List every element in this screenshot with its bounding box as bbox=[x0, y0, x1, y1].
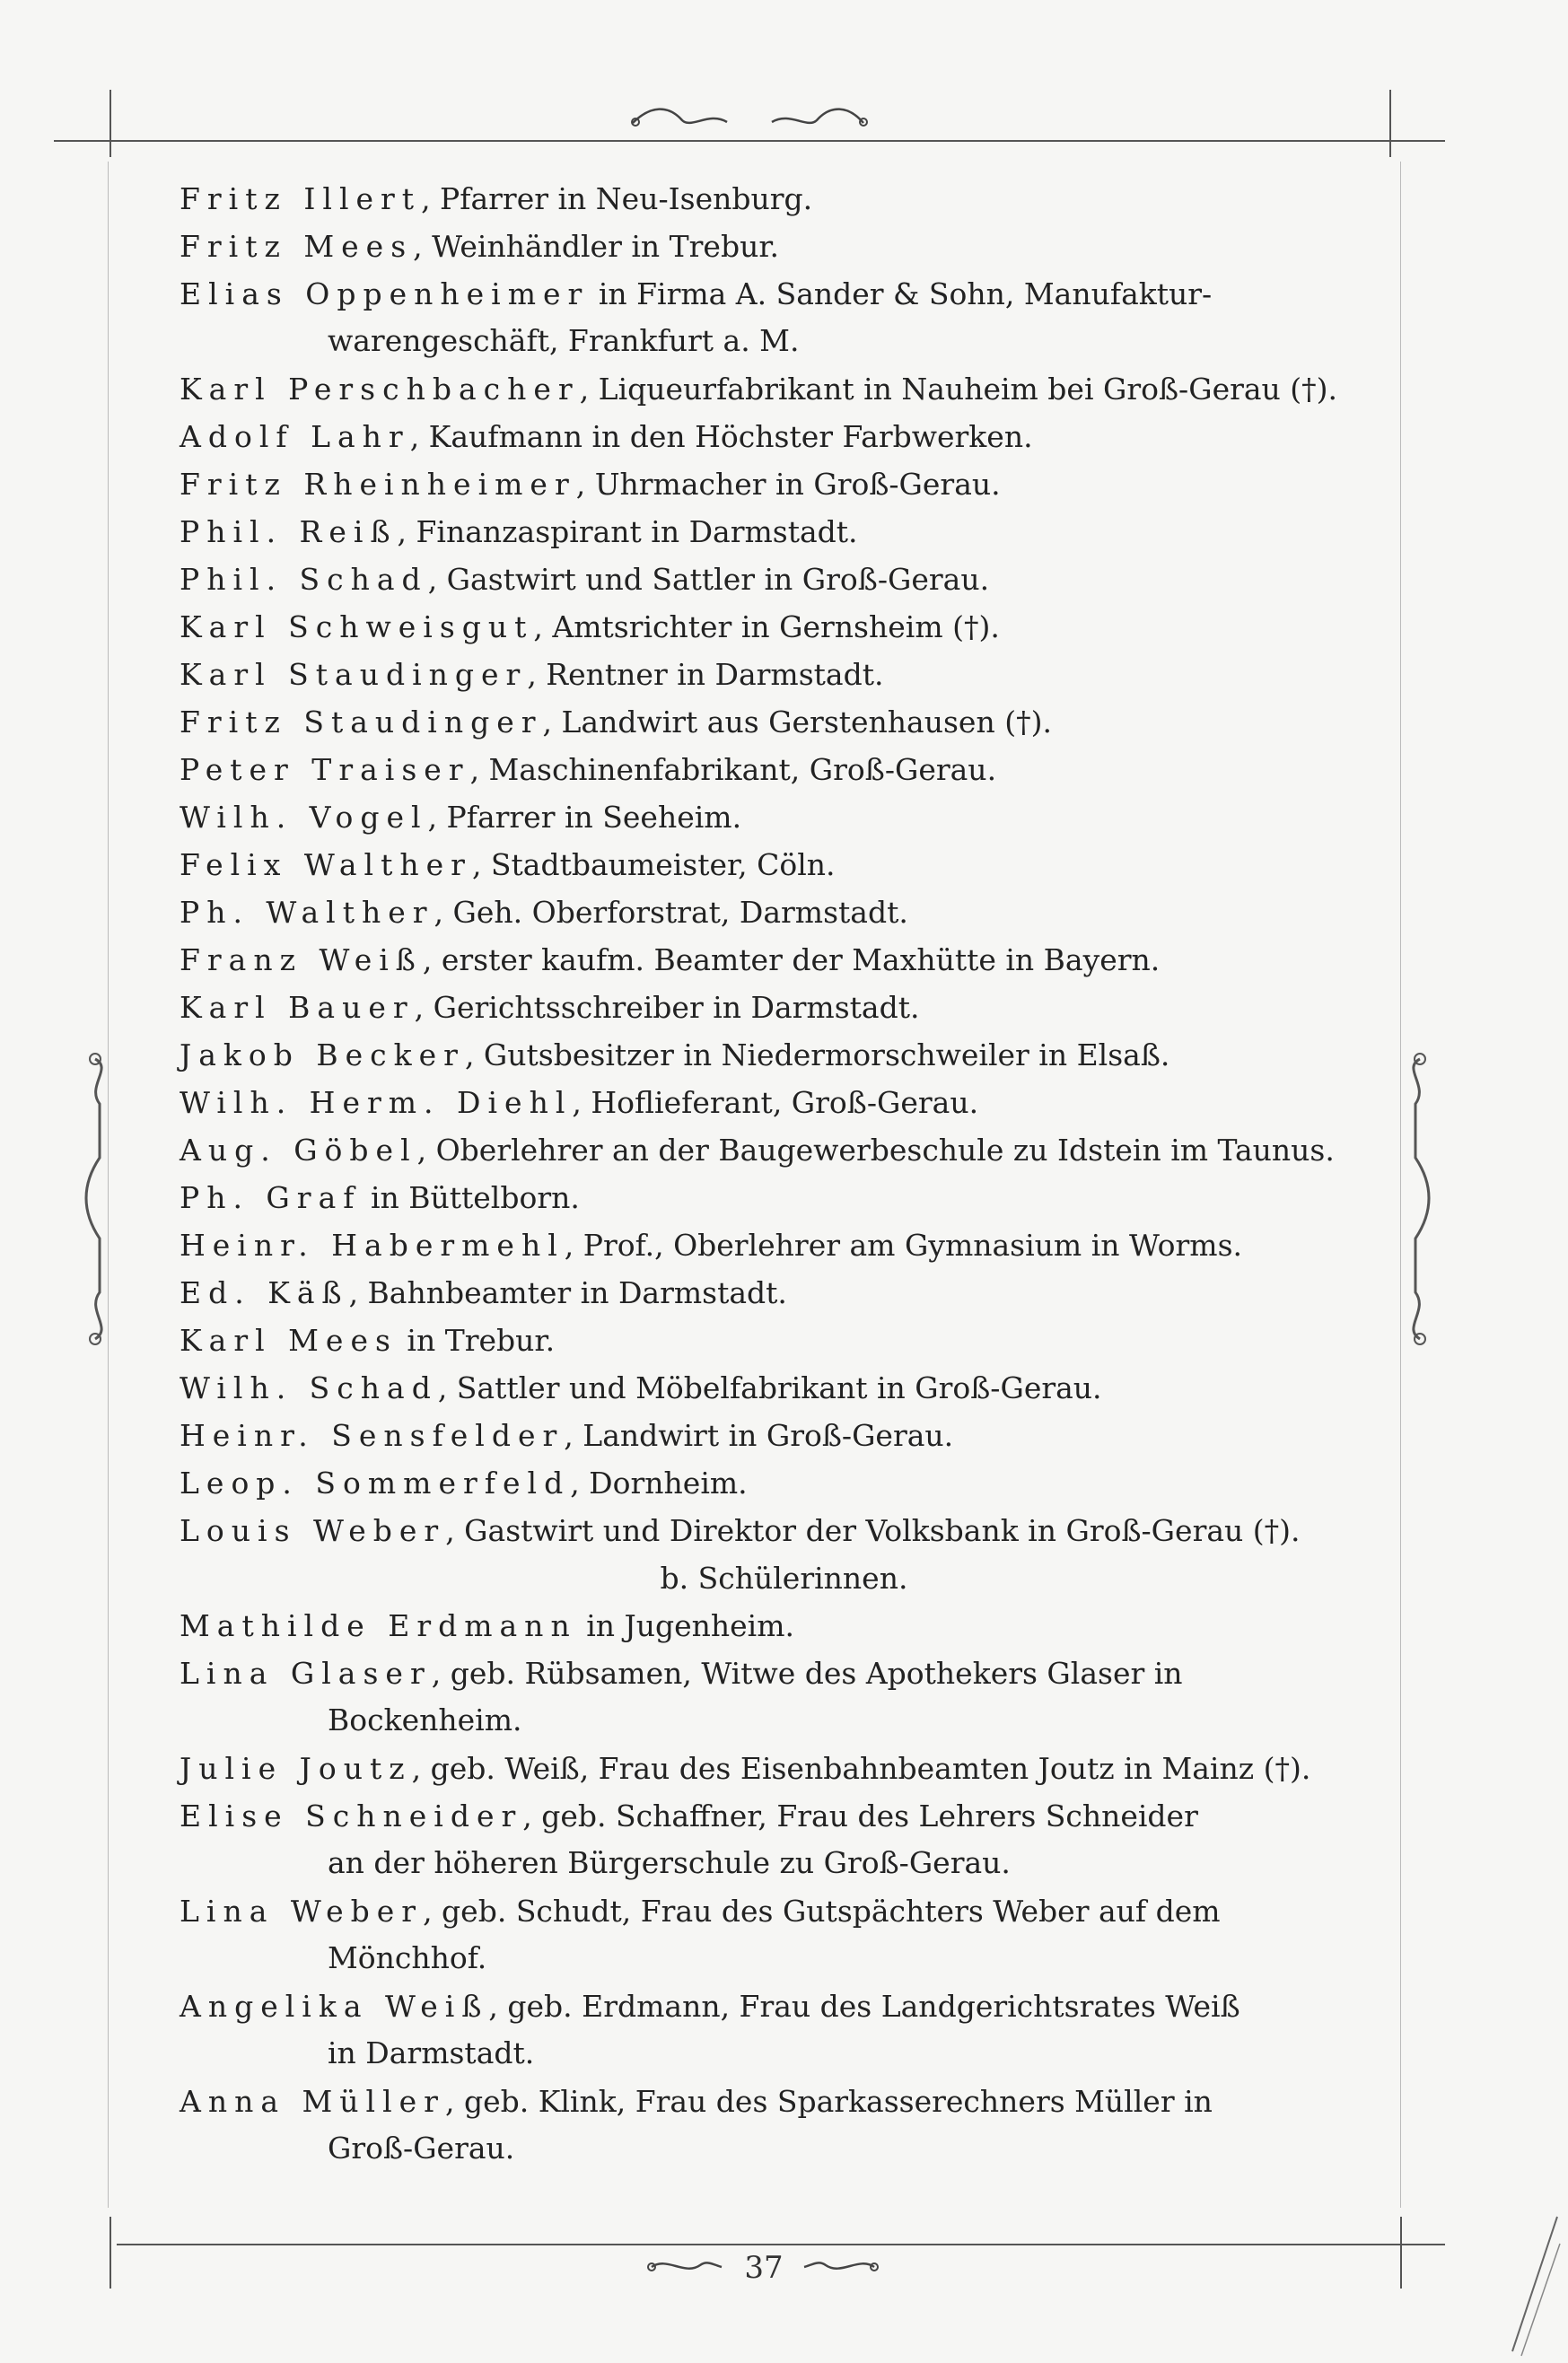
person-description: , Landwirt aus Gerstenhausen (†). bbox=[542, 705, 1052, 740]
person-name: Elias Oppenheimer bbox=[180, 276, 590, 311]
person-name: Ph. Graf bbox=[180, 1180, 362, 1215]
person-name: Angelika Weiß bbox=[180, 1989, 489, 2024]
description-continuation: Groß-Gerau. bbox=[328, 2131, 515, 2166]
description-continuation: warengeschäft, Frankfurt a. M. bbox=[328, 323, 800, 358]
list-item bbox=[180, 223, 1346, 270]
person-description: , geb. Weiß, Frau des Eisenbahnbeamten Joutz in Mainz (†). bbox=[411, 1751, 1311, 1786]
person-name: Aug. Göbel bbox=[180, 1133, 417, 1168]
description-continuation: Bockenheim. bbox=[328, 1702, 522, 1737]
person-name: Anna Müller bbox=[180, 2084, 445, 2119]
person-description: , Landwirt in Groß-Gerau. bbox=[564, 1418, 954, 1453]
person-description: , Pfarrer in Neu-Isenburg. bbox=[421, 181, 813, 216]
person-name: Lina Glaser bbox=[180, 1656, 432, 1691]
list-item bbox=[180, 1222, 1346, 1269]
top-ornament-icon bbox=[628, 101, 871, 136]
list-item bbox=[180, 509, 1346, 556]
person-name: Karl Mees bbox=[180, 1323, 398, 1358]
description-continuation: Mönchhof. bbox=[328, 1940, 487, 1975]
list-item bbox=[180, 747, 1346, 793]
person-name: Phil. Reiß bbox=[180, 514, 398, 549]
person-name: Leop. Sommerfeld bbox=[180, 1466, 571, 1501]
person-description: , Liqueurfabrikant in Nauheim bei Groß-Gerau (†). bbox=[579, 372, 1338, 407]
list-item bbox=[180, 652, 1346, 698]
bottom-rule bbox=[117, 2244, 1445, 2245]
left-top-rule bbox=[109, 90, 111, 157]
section-heading: b. Schülerinnen. bbox=[660, 1561, 908, 1596]
list-item bbox=[180, 1793, 1346, 1880]
person-description: , Rentner in Darmstadt. bbox=[527, 657, 884, 692]
person-description: in Trebur. bbox=[397, 1323, 556, 1358]
list-item bbox=[180, 461, 1346, 508]
person-description: , geb. Erdmann, Frau des Landgerichtsrates Weiß bbox=[488, 1989, 1240, 2024]
list-item bbox=[180, 842, 1346, 888]
person-name: Peter Traiser bbox=[180, 752, 470, 787]
page-corner-mark-icon bbox=[1508, 2208, 1562, 2360]
person-name: Karl Perschbacher bbox=[180, 372, 580, 407]
person-description: , Amtsrichter in Gernsheim (†). bbox=[533, 609, 1000, 644]
person-name: Ph. Walther bbox=[180, 895, 434, 930]
person-description: in Firma A. Sander & Sohn, Manufaktur- bbox=[589, 276, 1213, 311]
person-name: Jakob Becker bbox=[180, 1037, 465, 1072]
person-description: , erster kaufm. Beamter der Maxhütte in Bayern. bbox=[422, 942, 1161, 977]
person-name: Karl Staudinger bbox=[180, 657, 528, 692]
list-item bbox=[180, 556, 1346, 603]
person-name: Adolf Lahr bbox=[180, 419, 410, 454]
person-name: Fritz Illert bbox=[180, 181, 422, 216]
person-description: , Pfarrer in Seeheim. bbox=[427, 800, 742, 835]
person-name: Franz Weiß bbox=[180, 942, 423, 977]
person-description: , Stadtbaumeister, Cöln. bbox=[471, 847, 836, 882]
list-item bbox=[180, 1032, 1346, 1079]
person-description: , Oberlehrer an der Baugewerbeschule zu Idstein im Taunus. bbox=[416, 1133, 1335, 1168]
person-description: , geb. Schudt, Frau des Gutspächters Weber auf dem bbox=[423, 1894, 1221, 1929]
list-item bbox=[180, 1460, 1346, 1507]
right-top-rule bbox=[1389, 90, 1391, 157]
list-item bbox=[180, 604, 1346, 651]
right-margin-ornament-icon bbox=[1397, 1050, 1438, 1346]
list-item bbox=[180, 1317, 1346, 1364]
description-continuation: in Darmstadt. bbox=[328, 2035, 535, 2070]
person-description: , geb. Rübsamen, Witwe des Apothekers Glaser in bbox=[431, 1656, 1183, 1691]
list-item bbox=[180, 414, 1346, 460]
person-name: Julie Joutz bbox=[180, 1751, 412, 1786]
person-name: Wilh. Vogel bbox=[180, 800, 428, 835]
right-bottom-rule bbox=[1400, 2217, 1402, 2289]
person-description: , Kaufmann in den Höchster Farbwerken. bbox=[409, 419, 1033, 454]
person-description: , Geh. Oberforstrat, Darmstadt. bbox=[434, 895, 908, 930]
person-description: , Gerichtsschreiber in Darmstadt. bbox=[414, 990, 920, 1025]
list-item bbox=[180, 794, 1346, 841]
list-item bbox=[180, 985, 1346, 1031]
person-name: Wilh. Schad bbox=[180, 1370, 438, 1405]
person-name: Phil. Schad bbox=[180, 562, 428, 597]
list-item bbox=[180, 1080, 1346, 1126]
person-description: , Bahnbeamter in Darmstadt. bbox=[348, 1275, 787, 1310]
person-description: , geb. Schaffner, Frau des Lehrers Schneider bbox=[522, 1799, 1198, 1834]
person-name: Felix Walther bbox=[180, 847, 472, 882]
list-item bbox=[180, 1650, 1346, 1737]
list-item bbox=[180, 366, 1346, 413]
description-continuation: an der höheren Bürgerschule zu Groß-Gerau. bbox=[328, 1845, 1011, 1880]
person-name: Karl Bauer bbox=[180, 990, 415, 1025]
list-item bbox=[180, 937, 1346, 984]
person-description: in Büttelborn. bbox=[361, 1180, 580, 1215]
person-name: Louis Weber bbox=[180, 1513, 446, 1548]
left-margin-ornament-icon bbox=[77, 1050, 118, 1346]
person-name: Elise Schneider bbox=[180, 1799, 523, 1834]
person-description: , Gastwirt und Direktor der Volksbank in Groß-Gerau (†). bbox=[445, 1513, 1301, 1548]
list-item bbox=[180, 2079, 1346, 2166]
list-item bbox=[180, 1983, 1346, 2070]
bottom-right-ornament-icon bbox=[801, 2253, 881, 2280]
person-name: Fritz Mees bbox=[180, 229, 414, 264]
person-name: Fritz Rheinheimer bbox=[180, 467, 576, 502]
list-item bbox=[180, 176, 1346, 223]
person-description: , Uhrmacher in Groß-Gerau. bbox=[575, 467, 1001, 502]
bottom-left-ornament-icon bbox=[644, 2253, 725, 2280]
list-item bbox=[180, 699, 1346, 746]
list-item bbox=[180, 1603, 1346, 1650]
person-description: , geb. Klink, Frau des Sparkasserechners Müller in bbox=[444, 2084, 1213, 2119]
list-item bbox=[180, 1413, 1346, 1459]
person-name: Fritz Staudinger bbox=[180, 705, 543, 740]
person-name: Mathilde Erdmann bbox=[180, 1608, 577, 1643]
person-name: Lina Weber bbox=[180, 1894, 424, 1929]
list-item bbox=[180, 1270, 1346, 1317]
person-description: , Gutsbesitzer in Niedermorschweiler in Elsaß. bbox=[464, 1037, 1170, 1072]
person-description: , Sattler und Möbelfabrikant in Groß-Gerau. bbox=[437, 1370, 1102, 1405]
top-rule bbox=[54, 140, 1445, 142]
list-item bbox=[180, 1365, 1346, 1412]
person-name: Karl Schweisgut bbox=[180, 609, 534, 644]
person-description: , Maschinenfabrikant, Groß-Gerau. bbox=[469, 752, 997, 787]
person-name: Heinr. Sensfelder bbox=[180, 1418, 565, 1453]
person-name: Ed. Käß bbox=[180, 1275, 349, 1310]
person-description: , Hoflieferant, Groß-Gerau. bbox=[572, 1085, 979, 1120]
list-item bbox=[180, 271, 1346, 358]
person-description: in Jugenheim. bbox=[576, 1608, 794, 1643]
list-item bbox=[180, 1508, 1346, 1554]
list-item bbox=[180, 1888, 1346, 1975]
person-description: , Dornheim. bbox=[570, 1466, 748, 1501]
person-name: Heinr. Habermehl bbox=[180, 1228, 565, 1263]
person-description: , Prof., Oberlehrer am Gymnasium in Worms. bbox=[564, 1228, 1243, 1263]
person-description: , Finanzaspirant in Darmstadt. bbox=[397, 514, 858, 549]
list-item bbox=[180, 889, 1346, 936]
page-number: 37 bbox=[744, 2250, 784, 2286]
left-bottom-rule bbox=[109, 2217, 111, 2289]
person-name: Wilh. Herm. Diehl bbox=[180, 1085, 573, 1120]
list-item bbox=[180, 1127, 1346, 1174]
person-description: , Gastwirt und Sattler in Groß-Gerau. bbox=[427, 562, 990, 597]
list-item bbox=[180, 1175, 1346, 1221]
person-description: , Weinhändler in Trebur. bbox=[413, 229, 779, 264]
list-item bbox=[180, 1746, 1346, 1792]
